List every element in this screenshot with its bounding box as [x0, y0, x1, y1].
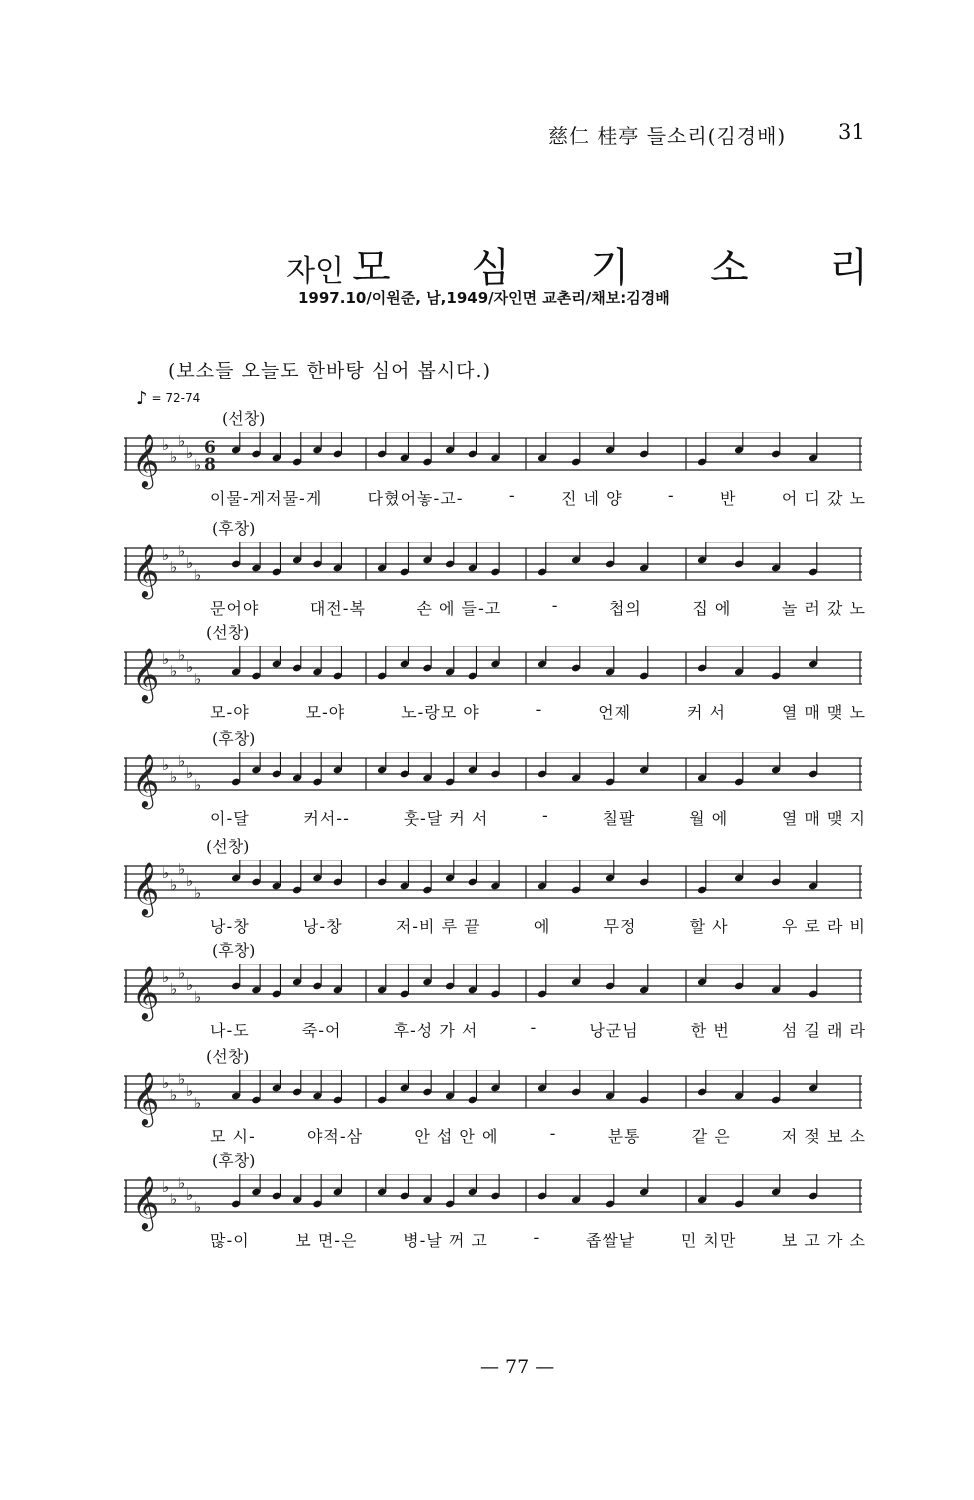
- lyric-syllables: 섬 길 래 라: [781, 1021, 866, 1040]
- time-signature-bottom: 8: [204, 455, 216, 475]
- lyric-syllables: 언제: [598, 703, 632, 722]
- flat-icon: ♭: [162, 436, 170, 454]
- lyrics-line: [210, 1018, 866, 1041]
- lyric-syllables: 낭-창: [210, 917, 250, 936]
- lyric-syllables: 모 시-: [210, 1127, 256, 1146]
- flat-icon: ♭: [170, 768, 178, 786]
- flat-icon: ♭: [178, 432, 186, 450]
- music-system: [120, 940, 866, 1050]
- lyric-syllables: 모-야: [210, 703, 250, 722]
- eighth-note-icon: ♪: [136, 388, 148, 409]
- flat-icon: ♭: [194, 566, 202, 584]
- flat-icon: ♭: [162, 864, 170, 882]
- flat-icon: ♭: [162, 546, 170, 564]
- lyric-syllables: 안 섭 안 에: [414, 1127, 499, 1146]
- flat-icon: ♭: [170, 662, 178, 680]
- lyric-syllables: 우 로 라 비: [781, 917, 866, 936]
- flat-icon: ♭: [194, 670, 202, 688]
- lyric-syllables: 민 치만: [680, 1231, 737, 1250]
- lyric-syllables: 이물-게저물-게: [210, 489, 323, 508]
- lyric-syllables: 칠팔: [602, 809, 636, 828]
- lyric-syllables: 어 디 갔 노: [781, 489, 866, 508]
- flat-icon: ♭: [178, 542, 186, 560]
- lyric-syllables: -: [508, 486, 516, 505]
- lyric-syllables: 모-야: [305, 703, 346, 722]
- flat-icon: ♭: [186, 1082, 194, 1100]
- part-label: (후창): [212, 1151, 256, 1170]
- lyric-syllables: 무정: [603, 917, 637, 936]
- lyric-syllables: 낭-창: [302, 917, 343, 936]
- lyric-syllables: 할 사: [689, 917, 729, 936]
- flat-icon: ♭: [186, 658, 194, 676]
- part-label: (후창): [212, 519, 256, 538]
- lyric-syllables: 분통: [607, 1127, 641, 1146]
- lyric-syllables: 커서--: [303, 809, 350, 828]
- flat-icon: ♭: [194, 1198, 202, 1216]
- lyric-syllables: 열 매 맺 지: [781, 809, 866, 828]
- lyric-syllables: -: [530, 1018, 538, 1037]
- lyric-syllables: 진 네 양: [560, 489, 623, 508]
- lyrics-line: [210, 1124, 866, 1147]
- flat-icon: ♭: [178, 752, 186, 770]
- flat-icon: ♭: [162, 1178, 170, 1196]
- lyrics-line: [210, 596, 866, 619]
- flat-icon: ♭: [194, 988, 202, 1006]
- music-system: [120, 518, 866, 628]
- part-label: (선창): [206, 623, 250, 642]
- flat-icon: ♭: [194, 1094, 202, 1112]
- flat-icon: ♭: [194, 884, 202, 902]
- lyrics-line: [210, 700, 866, 723]
- lyric-syllables: 후-성 가 서: [393, 1021, 479, 1040]
- flat-icon: ♭: [186, 1186, 194, 1204]
- page-number-bottom: — 77 —: [480, 1356, 555, 1378]
- flat-icon: ♭: [194, 776, 202, 794]
- flat-icon: ♭: [186, 764, 194, 782]
- lyric-syllables: -: [549, 1124, 557, 1143]
- part-label: (선창): [206, 1047, 250, 1066]
- lyrics-line: [210, 486, 866, 509]
- flat-icon: ♭: [170, 980, 178, 998]
- music-system: [120, 1046, 866, 1156]
- lyric-syllables: 보 고 가 소: [781, 1231, 866, 1250]
- music-system: [120, 1150, 866, 1260]
- lyric-syllables: 이-달: [210, 809, 250, 828]
- spoken-intro: (보소들 오늘도 한바탕 심어 봅시다.): [168, 360, 491, 382]
- flat-icon: ♭: [170, 448, 178, 466]
- treble-clef-icon: 𝄞: [132, 965, 160, 1019]
- lyric-syllables: 노-랑모 야: [401, 703, 480, 722]
- lyric-syllables: 훗-달 커 서: [403, 809, 489, 828]
- music-system: [120, 836, 866, 946]
- page-number-top: 31: [838, 120, 865, 144]
- lyric-syllables: 많-이: [210, 1231, 250, 1250]
- lyric-syllables: -: [542, 806, 549, 825]
- lyrics-line: [210, 914, 866, 937]
- part-label: (후창): [212, 729, 256, 748]
- lyric-syllables: 좁쌀낱: [585, 1231, 636, 1250]
- flat-icon: ♭: [186, 554, 194, 572]
- lyric-syllables: 열 매 맺 노: [781, 703, 866, 722]
- flat-icon: ♭: [186, 444, 194, 462]
- flat-icon: ♭: [162, 968, 170, 986]
- flat-icon: ♭: [178, 1070, 186, 1088]
- part-label: (선창): [222, 409, 266, 428]
- flat-icon: ♭: [178, 964, 186, 982]
- lyric-syllables: 죽-어: [301, 1021, 342, 1040]
- tempo-marking: [136, 388, 200, 409]
- flat-icon: ♭: [178, 1174, 186, 1192]
- flat-icon: ♭: [162, 756, 170, 774]
- title-main: 모 심 기 소 리: [351, 245, 903, 291]
- lyric-syllables: 반: [720, 489, 737, 508]
- lyric-syllables: 나-도: [210, 1021, 250, 1040]
- lyrics-line: [210, 806, 866, 829]
- lyric-syllables: 한 번: [690, 1021, 730, 1040]
- part-label: (선창): [206, 837, 250, 856]
- treble-clef-icon: 𝄞: [132, 753, 160, 807]
- flat-icon: ♭: [178, 646, 186, 664]
- lyric-syllables: 저 젖 보 소: [781, 1127, 866, 1146]
- song-title: [286, 236, 902, 293]
- treble-clef-icon: 𝄞: [132, 1071, 160, 1125]
- lyric-syllables: 대전-복: [309, 599, 366, 618]
- lyric-syllables: 놀 러 갔 노: [781, 599, 866, 618]
- flat-icon: ♭: [170, 1190, 178, 1208]
- recording-info: 1997.10/이원준, 남,1949/자인면 교촌리/채보:김경배: [298, 289, 670, 307]
- lyric-syllables: 다혔어놓-고-: [367, 489, 464, 508]
- flat-icon: ♭: [162, 650, 170, 668]
- lyric-syllables: 야적-삼: [306, 1127, 364, 1146]
- lyric-syllables: -: [551, 596, 559, 615]
- lyric-syllables: 낭군님: [589, 1021, 639, 1040]
- time-signature-top: 6: [204, 438, 216, 458]
- lyric-syllables: 병-날 꺼 고: [403, 1231, 488, 1250]
- lyric-syllables: -: [535, 700, 543, 719]
- tempo-value: = 72-74: [151, 391, 201, 405]
- lyric-syllables: 집 에: [692, 599, 732, 618]
- flat-icon: ♭: [170, 1086, 178, 1104]
- flat-icon: ♭: [186, 976, 194, 994]
- lyric-syllables: 월 에: [689, 809, 729, 828]
- treble-clef-icon: 𝄞: [132, 433, 160, 487]
- lyrics-line: [210, 1228, 866, 1251]
- flat-icon: ♭: [186, 872, 194, 890]
- flat-icon: ♭: [162, 1074, 170, 1092]
- flat-icon: ♭: [178, 860, 186, 878]
- lyric-syllables: 커 서: [686, 703, 726, 722]
- part-label: (후창): [212, 941, 256, 960]
- treble-clef-icon: 𝄞: [132, 861, 160, 915]
- flat-icon: ♭: [194, 456, 202, 474]
- lyric-syllables: 첩의: [608, 599, 642, 618]
- running-head: 慈仁 桂亭 들소리(김경배): [548, 124, 787, 148]
- lyric-syllables: 저-비 루 끝: [395, 917, 481, 936]
- lyric-syllables: 에: [533, 917, 551, 936]
- treble-clef-icon: 𝄞: [132, 647, 160, 701]
- music-system: [120, 408, 866, 518]
- music-system: [120, 622, 866, 732]
- flat-icon: ♭: [170, 876, 178, 894]
- lyric-syllables: -: [533, 1228, 541, 1247]
- music-system: [120, 728, 866, 838]
- lyric-syllables: -: [667, 486, 675, 505]
- lyric-syllables: 보 면-은: [295, 1231, 358, 1250]
- treble-clef-icon: 𝄞: [132, 543, 160, 597]
- lyric-syllables: 같 은: [691, 1127, 731, 1146]
- lyric-syllables: 문어야: [210, 599, 260, 618]
- treble-clef-icon: 𝄞: [132, 1175, 160, 1229]
- lyric-syllables: 손 에 들-고: [416, 599, 502, 618]
- title-prefix: 자인: [286, 254, 344, 289]
- flat-icon: ♭: [170, 558, 178, 576]
